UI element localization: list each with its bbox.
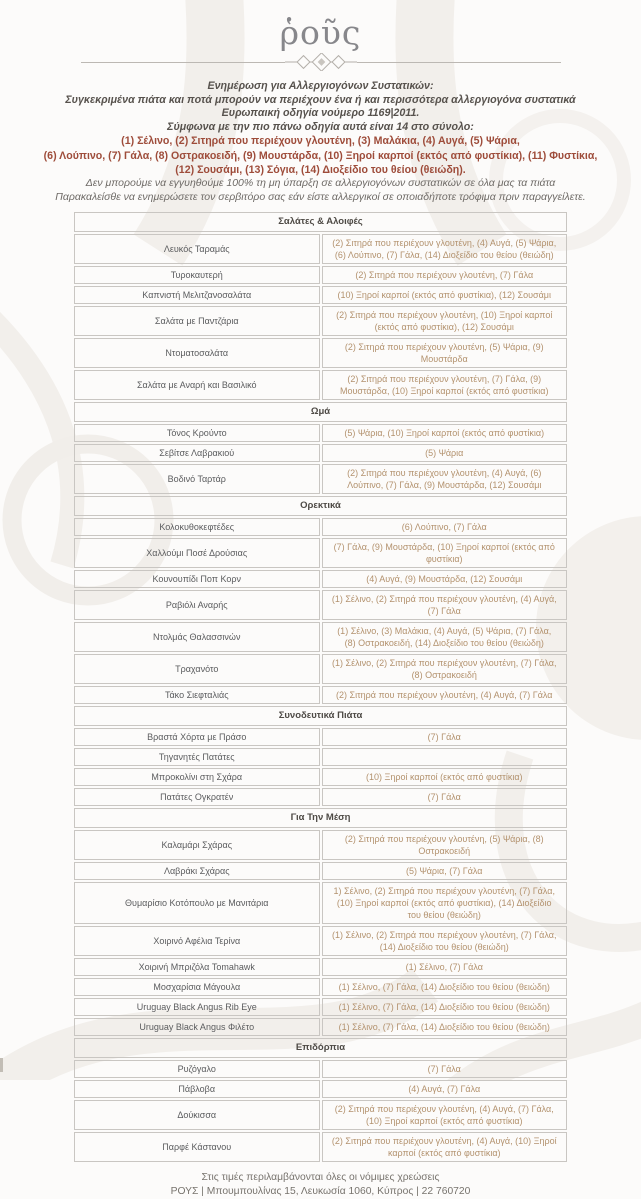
menu-item-row [74,926,567,956]
dish-name: Ντοματοσαλάτα [74,338,320,368]
menu-item-row [74,862,567,880]
header-intro: Σύμφωνα με την πιο πάνω οδηγία αυτά είναι 14 στο σύνολο: [167,120,474,133]
menu-item-row [74,306,567,336]
allergen-list-line-2: (6) Λούπινο, (7) Γάλα, (8) Οστρακοειδή, (9) Μουστάρδα, (10) Ξηροί καρποί (εκτός από φυστίκια), (11) Φυστίκια, [43,149,598,162]
divider-line-left [81,62,285,63]
dish-allergens: (6) Λούπινο, (7) Γάλα [322,518,568,536]
dish-allergens: (2) Σιτηρά που περιέχουν γλουτένη, (5) Ψάρια, (9) Μουστάρδα [322,338,568,368]
menu-item-row [74,424,567,442]
logo-divider [81,53,561,71]
footer-charges-note: Στις τιμές περιλαμβάνονται όλες οι νόμιμες χρεώσεις [201,1172,440,1184]
dish-allergens: (1) Σέλινο, (2) Σιτηρά που περιέχουν γλουτένη, (4) Αυγά, (7) Γάλα [322,590,568,620]
menu-section-row [74,1038,567,1058]
dish-allergens: (10) Ξηροί καρποί (εκτός από φυστίκια) [322,768,568,786]
dish-name: Τηγανητές Πατάτες [74,748,320,766]
menu-item-row [74,518,567,536]
dish-name: Βραστά Χόρτα με Πράσο [74,728,320,746]
dish-allergens: (7) Γάλα, (9) Μουστάρδα, (10) Ξηροί καρποί (εκτός από φυστίκια) [322,538,568,568]
dish-name: Καλαμάρι Σχάρας [74,830,320,860]
menu-item-row [74,686,567,704]
dish-name: Χαλλούμι Ποσέ Δρούσιας [74,538,320,568]
dish-name: Λευκός Ταραμάς [74,234,320,264]
dish-name: Ντολμάς Θαλασσινών [74,622,320,652]
menu-section-row [74,496,567,516]
dish-allergens: (5) Ψάρια [322,444,568,462]
menu-item-row [74,622,567,652]
page-footer [0,1171,641,1199]
dish-name: Πάβλοβα [74,1080,320,1098]
dish-allergens: (2) Σιτηρά που περιέχουν γλουτένη, (7) Γάλα, (9) Μουστάρδα, (10) Ξηροί καρποί (εκτός από φυστίκια) [322,370,568,400]
menu-section-title: Για Την Μέση [74,808,567,828]
dish-name: Μπροκολίνι στη Σχάρα [74,768,320,786]
dish-allergens: (7) Γάλα [322,1060,568,1078]
menu-item-row [74,788,567,806]
allergen-menu-table [72,210,569,1164]
dish-name: Uruguay Black Angus Rib Eye [74,998,320,1016]
menu-section-title: Ωμά [74,402,567,422]
dish-allergens [322,748,568,766]
dish-name: Τραχανότο [74,654,320,684]
menu-section-row [74,706,567,726]
dish-allergens: (1) Σέλινο, (3) Μαλάκια, (4) Αυγά, (5) Ψάρια, (7) Γάλα, (8) Οστρακοειδή, (14) Διοξείδιο του θείου (θειώδη) [322,622,568,652]
dish-allergens: 1) Σέλινο, (2) Σιτηρά που περιέχουν γλουτένη, (7) Γάλα, (10) Ξηροί καρποί (εκτός από φυστίκια), (14) Διοξείδιο του θείου (θειώδη) [322,882,568,924]
dish-name: Καπνιστή Μελιτζανοσαλάτα [74,286,320,304]
menu-section-title: Συνοδευτικά Πιάτα [74,706,567,726]
menu-item-row [74,1132,567,1162]
dish-name: Σαλάτα με Αναρή και Βασιλικό [74,370,320,400]
dish-allergens: (1) Σέλινο, (7) Γάλα [322,958,568,976]
menu-item-row [74,234,567,264]
dish-allergens: (2) Σιτηρά που περιέχουν γλουτένη, (7) Γάλα [322,266,568,284]
dish-allergens: (1) Σέλινο, (2) Σιτηρά που περιέχουν γλουτένη, (7) Γάλα, (14) Διοξείδιο του θείου (θειώδη) [322,926,568,956]
menu-item-row [74,1080,567,1098]
dish-name: Βοδινό Ταρτάρ [74,464,320,494]
dish-allergens: (1) Σέλινο, (2) Σιτηρά που περιέχουν γλουτένη, (7) Γάλα, (8) Οστρακοειδή [322,654,568,684]
menu-item-row [74,768,567,786]
menu-item-row [74,444,567,462]
dish-name: Τάκο Σιεφταλιάς [74,686,320,704]
dish-name: Δούκισσα [74,1100,320,1130]
dish-allergens: (4) Αυγά, (9) Μουστάρδα, (12) Σουσάμι [322,570,568,588]
dish-name: Ρυζόγαλο [74,1060,320,1078]
menu-item-row [74,1100,567,1130]
menu-item-row [74,748,567,766]
menu-item-row [74,538,567,568]
menu-table-body [74,212,567,1162]
dish-allergens: (1) Σέλινο, (7) Γάλα, (14) Διοξείδιο του θείου (θειώδη) [322,1018,568,1036]
menu-item-row [74,998,567,1016]
header-disclaimer-2: Παρακαλείσθε να ενημερώσετε τον σερβιτόρο σας εάν είστε αλλεργικοί σε οποιαδήποτε τρόφιμα πριν παραγγείλετε. [55,190,586,203]
dish-allergens: (5) Ψάρια, (10) Ξηροί καρποί (εκτός από φυστίκια) [322,424,568,442]
menu-item-row [74,978,567,996]
dish-allergens: (2) Σιτηρά που περιέχουν γλουτένη, (4) Αυγά, (7) Γάλα, (10) Ξηροί καρποί (εκτός από φυστίκια) [322,1100,568,1130]
dish-name: Κουνουπίδι Ποπ Κορν [74,570,320,588]
header-directive: Ευρωπαική οδηγία νούμερο 1169|2011. [221,107,420,120]
dish-name: Σαλάτα με Παντζάρια [74,306,320,336]
dish-allergens: (1) Σέλινο, (7) Γάλα, (14) Διοξείδιο του θείου (θειώδη) [322,978,568,996]
menu-item-row [74,1060,567,1078]
dish-allergens: (2) Σιτηρά που περιέχουν γλουτένη, (5) Ψάρια, (8) Οστρακοειδή [322,830,568,860]
allergen-list-line-1: (1) Σέλινο, (2) Σιτηρά που περιέχουν γλουτένη, (3) Μαλάκια, (4) Αυγά, (5) Ψάρια, [121,135,520,148]
menu-item-row [74,590,567,620]
dish-name: Λαβράκι Σχάρας [74,862,320,880]
menu-section-row [74,402,567,422]
dish-name: Θυμαρίσιο Κοτόπουλο με Μανιτάρια [74,882,320,924]
dish-allergens: (2) Σιτηρά που περιέχουν γλουτένη, (4) Αυγά, (6) Λούπινο, (7) Γάλα, (9) Μουστάρδα, (12) Σουσάμι [322,464,568,494]
menu-item-row [74,654,567,684]
allergen-header [8,80,633,204]
menu-section-title: Σαλάτες & Αλοιφές [74,212,567,232]
dish-allergens: (10) Ξηροί καρποί (εκτός από φυστίκια), (12) Σουσάμι [322,286,568,304]
menu-item-row [74,286,567,304]
menu-section-row [74,212,567,232]
dish-name: Παρφέ Κάστανου [74,1132,320,1162]
menu-section-row [74,808,567,828]
menu-item-row [74,570,567,588]
menu-item-row [74,338,567,368]
dish-allergens: (2) Σιτηρά που περιέχουν γλουτένη, (10) Ξηροί καρποί (εκτός από φυστίκια), (12) Σουσάμι [322,306,568,336]
dish-name: Σεβίτσε Λαβρακιού [74,444,320,462]
dish-name: Ραβιόλι Αναρής [74,590,320,620]
dish-name: Χοιρινό Αφέλια Τερίνα [74,926,320,956]
menu-item-row [74,266,567,284]
dish-allergens: (7) Γάλα [322,728,568,746]
menu-item-row [74,882,567,924]
footer-address: ΡΟΥΣ | Μπουμπουλίνας 15, Λευκωσία 1060, Κύπρος | 22 760720 [170,1185,471,1197]
dish-allergens: (1) Σέλινο, (7) Γάλα, (14) Διοξείδιο του θείου (θειώδη) [322,998,568,1016]
dish-allergens: (2) Σιτηρά που περιέχουν γλουτένη, (4) Αυγά, (7) Γάλα [322,686,568,704]
dish-name: Κολοκυθοκεφτέδες [74,518,320,536]
menu-item-row [74,370,567,400]
dish-allergens: (5) Ψάρια, (7) Γάλα [322,862,568,880]
dish-allergens: (7) Γάλα [322,788,568,806]
allergen-list-line-3: (12) Σουσάμι, (13) Σόγια, (14) Διοξείδιο του θείου (θειώδη). [175,163,466,176]
restaurant-logo: ῥοῦς [279,13,362,52]
dish-name: Τόνος Κρούντο [74,424,320,442]
divider-line-right [357,62,561,63]
menu-section-title: Ορεκτικά [74,496,567,516]
menu-item-row [74,728,567,746]
dish-name: Μοσχαρίσια Μάγουλα [74,978,320,996]
header-title: Ενημέρωση για Αλλεργιογόνων Συστατικών: [207,80,434,92]
menu-item-row [74,830,567,860]
menu-item-row [74,1018,567,1036]
diamond-ornament-icon [285,53,357,71]
header-disclaimer-1: Δεν μπορούμε να εγγυηθούμε 100% τη μη ύπαρξη σε αλλεργιογόνων συστατικών σε όλα μας τα πιάτα [85,176,556,189]
dish-name: Πατάτες Ογκρατέν [74,788,320,806]
dish-name: Uruguay Black Angus Φιλέτο [74,1018,320,1036]
dish-allergens: (4) Αυγά, (7) Γάλα [322,1080,568,1098]
dish-name: Χοιρινή Μπριζόλα Tomahawk [74,958,320,976]
menu-item-row [74,958,567,976]
header-subtitle: Συγκεκριμένα πιάτα και ποτά μπορούν να περιέχουν ένα ή και περισσότερα αλλεργιογόνα συστατικά [65,93,576,106]
menu-section-title: Επιδόρπια [74,1038,567,1058]
menu-item-row [74,464,567,494]
dish-allergens: (2) Σιτηρά που περιέχουν γλουτένη, (4) Αυγά, (5) Ψάρια, (6) Λούπινο, (7) Γάλα, (14) Διοξείδιο του θείου (θειώδη) [322,234,568,264]
dish-name: Τυροκαυτερή [74,266,320,284]
dish-allergens: (2) Σιτηρά που περιέχουν γλουτένη, (4) Αυγά, (10) Ξηροί καρποί (εκτός από φυστίκια) [322,1132,568,1162]
